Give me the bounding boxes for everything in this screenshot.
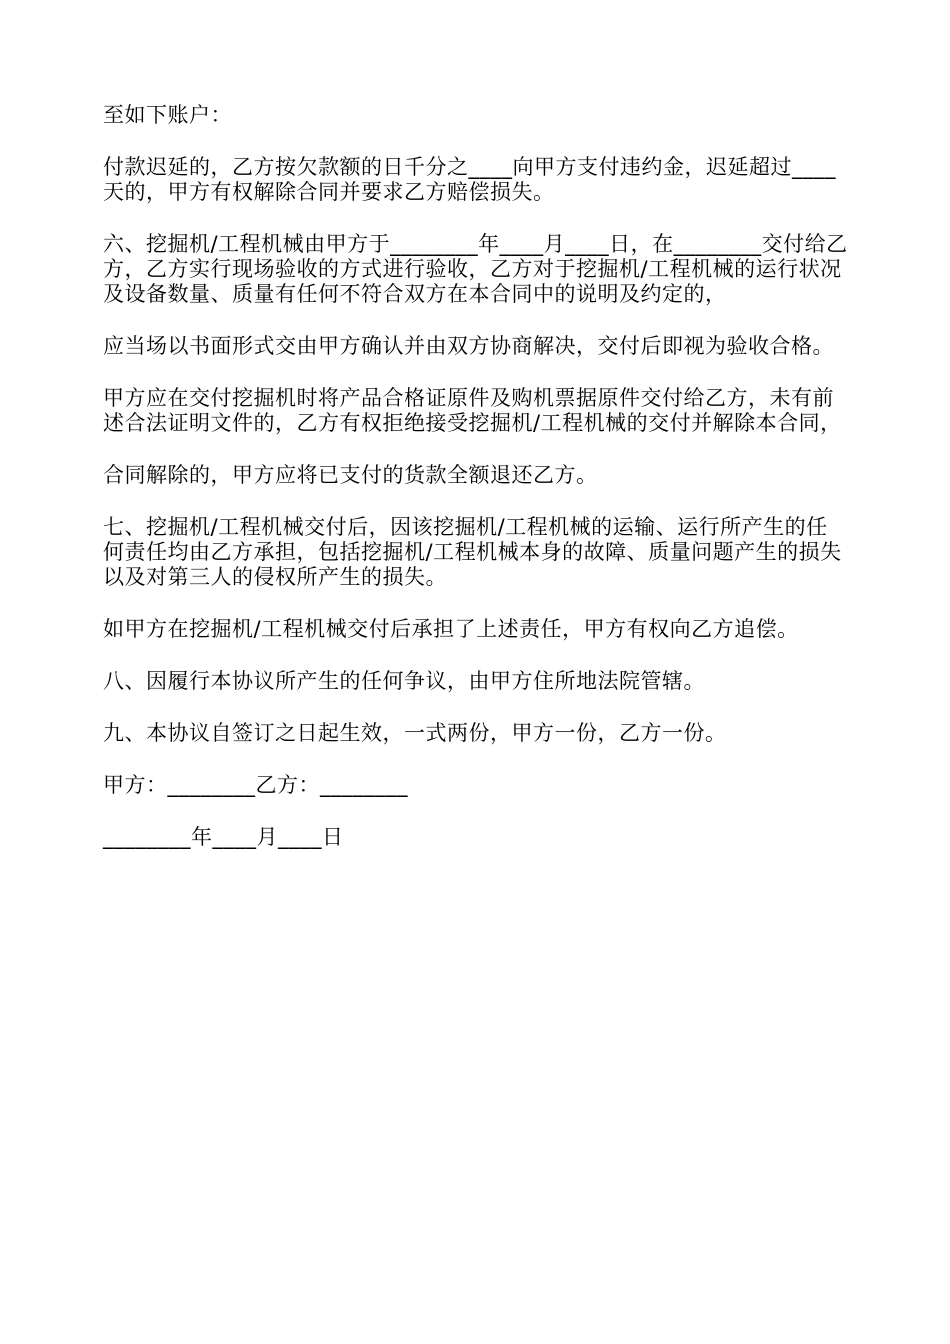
paragraph-certificates: 甲方应在交付挖掘机时将产品合格证原件及购机票据原件交付给乙方，未有前述合法证明文件的，乙方有权拒绝接受挖掘机/工程机械的交付并解除本合同，: [103, 386, 842, 435]
paragraph-recourse: 如甲方在挖掘机/工程机械交付后承担了上述责任，甲方有权向乙方追偿。: [103, 617, 799, 641]
document-page: [103, 103, 849, 877]
paragraph-acceptance: 应当场以书面形式交由甲方确认并由双方协商解决，交付后即视为验收合格。: [103, 334, 834, 358]
paragraph-late-payment: 付款迟延的，乙方按欠款额的日千分之____向甲方支付违约金，迟延超过____天的，甲方有权解除合同并要求乙方赔偿损失。: [103, 155, 836, 204]
paragraph-clause-7: 七、挖掘机/工程机械交付后，因该挖掘机/工程机械的运输、运行所产生的任何责任均由乙方承担，包括挖掘机/工程机械本身的故障、质量问题产生的损失以及对第三人的侵权所产生的损失。: [103, 515, 842, 589]
paragraph-clause-6: 六、挖掘机/工程机械由甲方于________年____月____日，在________交付给乙方，乙方实行现场验收的方式进行验收，乙方对于挖掘机/工程机械的运行状况及设备数量、质量有任何不符合双方在本合同中的说明及约定的，: [103, 232, 848, 306]
paragraph-clause-8: 八、因履行本协议所产生的任何争议，由甲方住所地法院管辖。: [103, 669, 705, 693]
paragraph-account: 至如下账户：: [103, 103, 232, 127]
paragraph-refund: 合同解除的，甲方应将已支付的货款全额退还乙方。: [103, 463, 598, 487]
paragraph-clause-9: 九、本协议自签订之日起生效，一式两份，甲方一份，乙方一份。: [103, 721, 727, 745]
signature-line: 甲方：________乙方：________: [103, 773, 408, 797]
date-line: ________年____月____日: [103, 825, 344, 849]
